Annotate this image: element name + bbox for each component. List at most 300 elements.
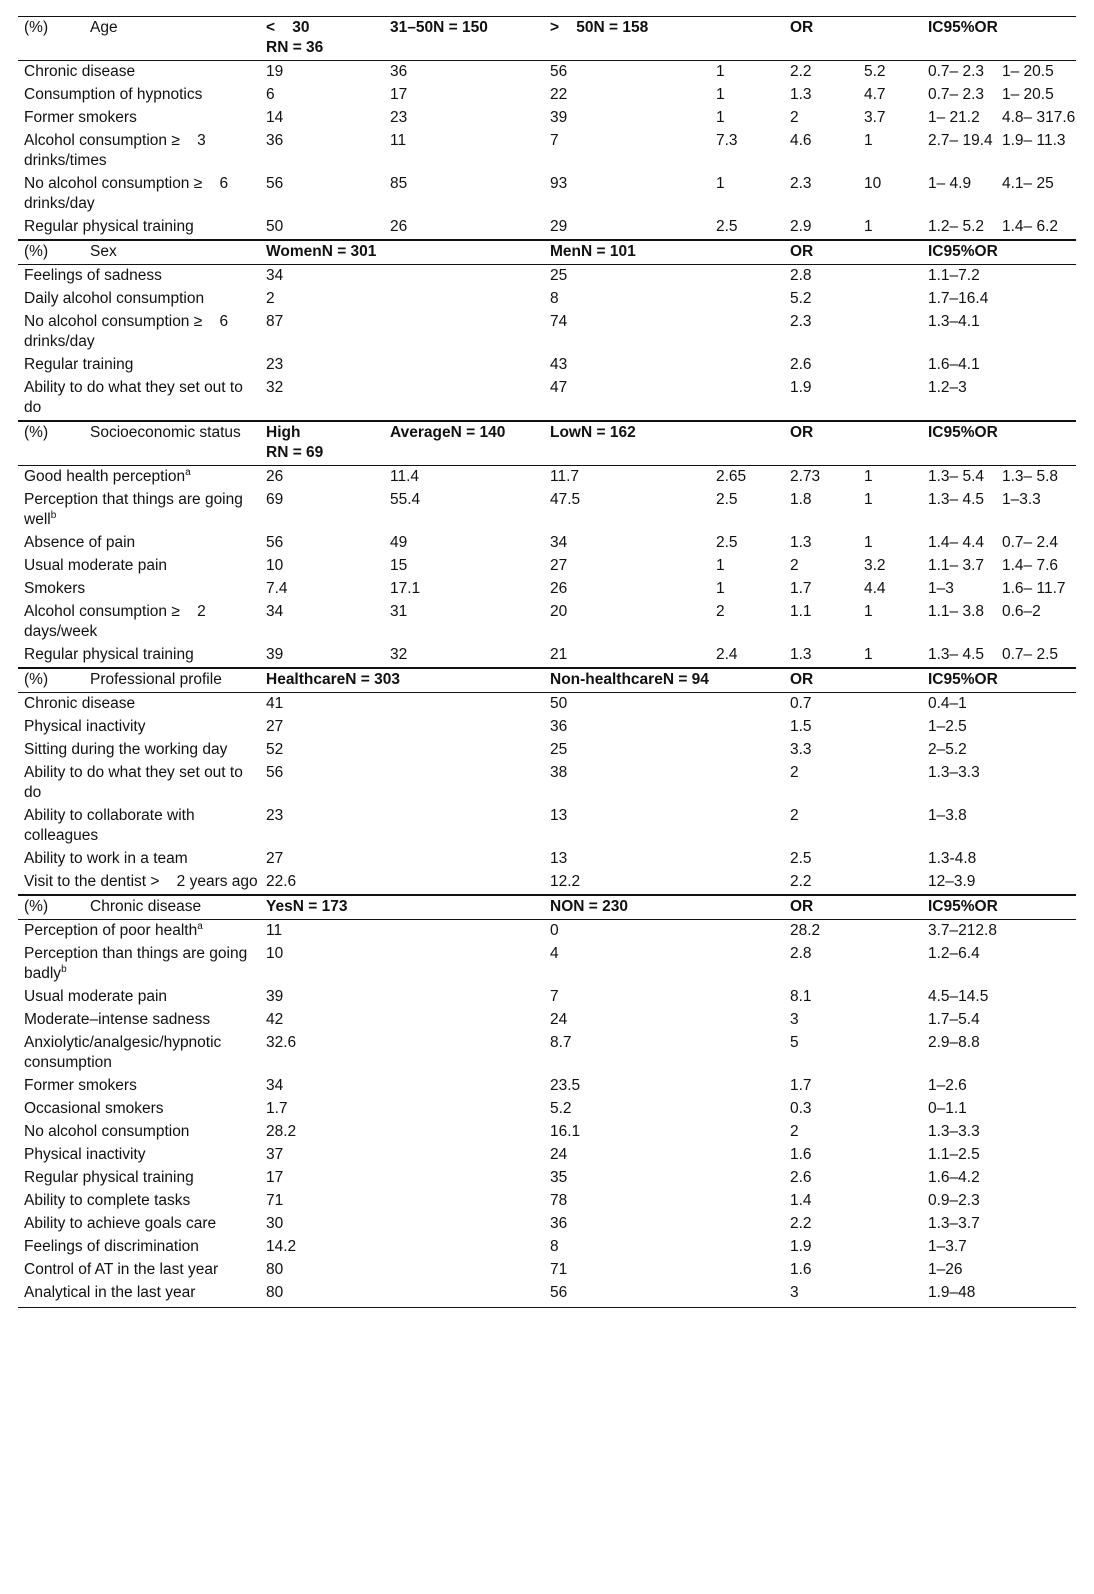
row-label xyxy=(18,1259,260,1282)
table-row xyxy=(18,265,1076,289)
section-header-age xyxy=(18,17,1076,61)
group-1-header-text: HealthcareN = 303 xyxy=(266,671,400,688)
group-2-header xyxy=(384,421,544,466)
ic-value-text: 1.2–3 xyxy=(928,379,967,396)
table-row xyxy=(18,601,1076,644)
ic-value-2-text: 4.1– 25 xyxy=(1002,175,1054,192)
ic-header xyxy=(922,421,1076,466)
ic-value-text: 0.4–1 xyxy=(928,695,967,712)
value-group-2-text: 25 xyxy=(550,741,568,758)
ic-value-text: 1.6–4.1 xyxy=(928,356,980,373)
footnote-marker: b xyxy=(50,509,57,521)
value-group-1 xyxy=(260,578,384,601)
ic-value-text: 1.3–3.3 xyxy=(928,764,980,781)
row-label-text: Alcohol consumption ≥ 3 drinks/times xyxy=(24,132,206,169)
or-value-2 xyxy=(784,107,858,130)
value-group-2-text: 35 xyxy=(550,1169,568,1186)
ic-value-text: 2.9–8.8 xyxy=(928,1034,980,1051)
or-value-2-text: 2.73 xyxy=(790,468,821,485)
value-group-1 xyxy=(260,1259,544,1282)
or-value-3-text: 1 xyxy=(864,603,873,620)
ic-value-text: 1.3–3.7 xyxy=(928,1215,980,1232)
or-value xyxy=(784,1098,922,1121)
row-label xyxy=(18,265,260,289)
row-label-text: No alcohol consumption ≥ 6 drinks/day xyxy=(24,313,229,350)
value-group-1-text: 80 xyxy=(266,1261,284,1278)
row-label xyxy=(18,693,260,717)
pct-label-text: (%) xyxy=(24,243,49,260)
ic-header xyxy=(922,240,1076,265)
or-value-text: 3.3 xyxy=(790,741,812,758)
ic-value-2-text: 1.9– 11.3 xyxy=(1002,132,1066,149)
or-value-3 xyxy=(858,216,922,240)
pct-label-text: (%) xyxy=(24,671,49,688)
value-group-2 xyxy=(544,1236,784,1259)
value-group-1-text: 27 xyxy=(266,850,284,867)
value-group-3 xyxy=(544,107,710,130)
or-value-2 xyxy=(784,601,858,644)
value-group-1-text: 34 xyxy=(266,267,284,284)
or-value-2-text: 4.6 xyxy=(790,132,812,149)
or-value-2-text: 1.7 xyxy=(790,580,812,597)
value-group-1 xyxy=(260,311,544,354)
ic-value xyxy=(922,739,1076,762)
value-group-2 xyxy=(544,739,784,762)
or-value-3-text: 1 xyxy=(864,218,873,235)
group-2-header xyxy=(544,240,784,265)
row-label xyxy=(18,1190,260,1213)
ic-value-text: 0.9–2.3 xyxy=(928,1192,980,1209)
ic-value-1-text: 1– 21.2 xyxy=(928,109,980,126)
ic-value-1 xyxy=(922,578,996,601)
ic-value-text: 12–3.9 xyxy=(928,873,976,890)
table-row xyxy=(18,61,1076,85)
pct-label xyxy=(18,895,84,920)
pct-label xyxy=(18,17,84,61)
table-row xyxy=(18,555,1076,578)
table-row xyxy=(18,1236,1076,1259)
value-group-2-text: 16.1 xyxy=(550,1123,581,1140)
row-label xyxy=(18,107,260,130)
value-group-1-text: 80 xyxy=(266,1284,284,1301)
footnote-marker: a xyxy=(197,920,203,932)
or-value xyxy=(784,288,922,311)
table-row xyxy=(18,644,1076,668)
ic-value-1-text: 1.3– 4.5 xyxy=(928,491,985,508)
table-row xyxy=(18,107,1076,130)
or-value-text: 2.2 xyxy=(790,1215,812,1232)
or-value xyxy=(784,265,922,289)
value-group-1 xyxy=(260,354,544,377)
or-value-2-text: 2 xyxy=(790,109,799,126)
or-value-1 xyxy=(710,61,784,85)
row-label-text: Physical inactivity xyxy=(24,1146,146,1163)
ic-value xyxy=(922,986,1076,1009)
table-row xyxy=(18,1009,1076,1032)
value-group-2 xyxy=(544,943,784,986)
group-1-header xyxy=(260,421,384,466)
value-group-1 xyxy=(260,555,384,578)
row-label-text: Anxiolytic/analgesic/hypnotic consumption xyxy=(24,1034,222,1071)
ic-value-2 xyxy=(996,578,1076,601)
row-label-text: Smokers xyxy=(24,580,86,597)
pct-label xyxy=(18,240,84,265)
ic-header-text: IC95%OR xyxy=(928,243,998,260)
or-value-1 xyxy=(710,216,784,240)
group-2-header-text: Non-healthcareN = 94 xyxy=(550,671,709,688)
value-group-3 xyxy=(544,130,710,173)
ic-value-1 xyxy=(922,130,996,173)
group-1-header-n: RN = 36 xyxy=(266,39,324,56)
table-row xyxy=(18,532,1076,555)
row-label xyxy=(18,288,260,311)
or-value-2-text: 1.3 xyxy=(790,534,812,551)
value-group-3-text: 29 xyxy=(550,218,568,235)
value-group-3 xyxy=(544,489,710,532)
value-group-1-text: 71 xyxy=(266,1192,284,1209)
row-label-text: Analytical in the last year xyxy=(24,1284,196,1301)
table-row xyxy=(18,739,1076,762)
value-group-1-text: 23 xyxy=(266,807,284,824)
or-value-2-text: 2.3 xyxy=(790,175,812,192)
or-header-text: OR xyxy=(790,243,814,260)
value-group-2 xyxy=(384,216,544,240)
ic-value-2-text: 0.6–2 xyxy=(1002,603,1041,620)
table-row xyxy=(18,716,1076,739)
section-header-profile xyxy=(18,668,1076,693)
or-value xyxy=(784,1213,922,1236)
or-value-1-text: 2.5 xyxy=(716,491,738,508)
row-label-text: Alcohol consumption ≥ 2 days/week xyxy=(24,603,206,640)
or-value-1 xyxy=(710,489,784,532)
table-row xyxy=(18,84,1076,107)
ic-value-1-text: 1.2– 5.2 xyxy=(928,218,985,235)
value-group-2-text: 56 xyxy=(550,1284,568,1301)
or-value xyxy=(784,1282,922,1308)
row-label-text: Moderate–intense sadness xyxy=(24,1011,211,1028)
or-value-1-text: 1 xyxy=(716,580,725,597)
value-group-2-text: 74 xyxy=(550,313,568,330)
ic-value-2-text: 1.4– 7.6 xyxy=(1002,557,1059,574)
value-group-3 xyxy=(544,578,710,601)
value-group-2 xyxy=(544,1213,784,1236)
or-header xyxy=(784,895,922,920)
row-label xyxy=(18,1075,260,1098)
ic-value xyxy=(922,920,1076,944)
row-label-text: Regular physical training xyxy=(24,218,194,235)
ic-value-text: 1.3–3.3 xyxy=(928,1123,980,1140)
value-group-2-text: 7 xyxy=(550,988,559,1005)
value-group-1-text: 30 xyxy=(266,1215,284,1232)
table-row xyxy=(18,311,1076,354)
value-group-1 xyxy=(260,1121,544,1144)
ic-value-2 xyxy=(996,216,1076,240)
or-value-3-text: 1 xyxy=(864,132,873,149)
value-group-3 xyxy=(544,532,710,555)
ic-value xyxy=(922,265,1076,289)
ic-value-1 xyxy=(922,84,996,107)
row-label xyxy=(18,943,260,986)
row-label-text: Control of AT in the last year xyxy=(24,1261,219,1278)
or-value-1 xyxy=(710,555,784,578)
row-label-text: No alcohol consumption ≥ 6 drinks/day xyxy=(24,175,229,212)
ic-value-text: 2–5.2 xyxy=(928,741,967,758)
group-3-header-text: > 50N = 158 xyxy=(550,19,649,36)
row-label xyxy=(18,354,260,377)
value-group-1-text: 32.6 xyxy=(266,1034,297,1051)
value-group-1 xyxy=(260,716,544,739)
table-row xyxy=(18,1075,1076,1098)
or-value-text: 1.7 xyxy=(790,1077,812,1094)
ic-value xyxy=(922,1190,1076,1213)
or-value-1-text: 7.3 xyxy=(716,132,738,149)
value-group-2-text: 8.7 xyxy=(550,1034,572,1051)
row-label xyxy=(18,61,260,85)
value-group-1-text: 50 xyxy=(266,218,284,235)
or-value-1 xyxy=(710,84,784,107)
value-group-2 xyxy=(544,1009,784,1032)
or-value-3-text: 1 xyxy=(864,491,873,508)
or-value-1 xyxy=(710,107,784,130)
or-value xyxy=(784,1075,922,1098)
ic-value-text: 1.2–6.4 xyxy=(928,945,980,962)
row-label-text: Ability to do what they set out to do xyxy=(24,764,243,801)
ic-value-2 xyxy=(996,130,1076,173)
ic-value xyxy=(922,805,1076,848)
value-group-2 xyxy=(544,1144,784,1167)
value-group-1 xyxy=(260,762,544,805)
or-value-text: 3 xyxy=(790,1011,799,1028)
value-group-3-text: 11.7 xyxy=(550,468,580,485)
or-value-2-text: 2.2 xyxy=(790,63,812,80)
value-group-2-text: 38 xyxy=(550,764,568,781)
value-group-2-text: 32 xyxy=(390,646,408,663)
or-value xyxy=(784,805,922,848)
value-group-1-text: 14 xyxy=(266,109,284,126)
or-value-1-text: 1 xyxy=(716,86,725,103)
ic-value-2 xyxy=(996,84,1076,107)
value-group-3-text: 27 xyxy=(550,557,568,574)
group-1-header-n: RN = 69 xyxy=(266,444,324,461)
row-label-text: Ability to collaborate with colleagues xyxy=(24,807,195,844)
group-3-header xyxy=(544,421,784,466)
variable-label xyxy=(84,240,260,265)
group-1-header xyxy=(260,895,544,920)
or-value-text: 0.7 xyxy=(790,695,812,712)
pct-label-text: (%) xyxy=(24,898,49,915)
table-row xyxy=(18,130,1076,173)
section-header-ses xyxy=(18,421,1076,466)
table-row xyxy=(18,920,1076,944)
row-label xyxy=(18,986,260,1009)
or-value-3-text: 3.7 xyxy=(864,109,886,126)
or-header xyxy=(784,240,922,265)
value-group-2 xyxy=(384,644,544,668)
section-header-sex xyxy=(18,240,1076,265)
table-row xyxy=(18,943,1076,986)
ic-value-2-text: 1–3.3 xyxy=(1002,491,1041,508)
row-label-text: Good health perception xyxy=(24,468,186,485)
ic-value xyxy=(922,1032,1076,1075)
value-group-2 xyxy=(544,354,784,377)
or-value xyxy=(784,693,922,717)
value-group-1-text: 37 xyxy=(266,1146,284,1163)
row-label-text: Occasional smokers xyxy=(24,1100,164,1117)
or-value-1 xyxy=(710,578,784,601)
or-value-3 xyxy=(858,130,922,173)
value-group-1 xyxy=(260,173,384,216)
or-value-1-text: 1 xyxy=(716,109,725,126)
value-group-3-text: 22 xyxy=(550,86,568,103)
group-2-header-text: AverageN = 140 xyxy=(390,424,506,441)
or-value-3-text: 1 xyxy=(864,534,873,551)
table-body xyxy=(18,17,1076,1308)
value-group-2 xyxy=(544,762,784,805)
row-label-text: Daily alcohol consumption xyxy=(24,290,205,307)
table-row xyxy=(18,466,1076,490)
or-value xyxy=(784,739,922,762)
value-group-1 xyxy=(260,920,544,944)
table-row xyxy=(18,1144,1076,1167)
table-row xyxy=(18,354,1076,377)
ic-value-2 xyxy=(996,555,1076,578)
table-row xyxy=(18,1213,1076,1236)
or-value-text: 28.2 xyxy=(790,922,821,939)
table-row xyxy=(18,1121,1076,1144)
value-group-1 xyxy=(260,84,384,107)
variable-label xyxy=(84,895,260,920)
value-group-2 xyxy=(544,1259,784,1282)
group-1-header-text: High xyxy=(266,424,301,441)
ic-value xyxy=(922,1075,1076,1098)
or-value-2 xyxy=(784,84,858,107)
group-1-header xyxy=(260,240,544,265)
or-header xyxy=(784,668,922,693)
value-group-1-text: 34 xyxy=(266,603,284,620)
row-label-text: Regular physical training xyxy=(24,646,194,663)
or-value-text: 0.3 xyxy=(790,1100,812,1117)
or-value-3 xyxy=(858,466,922,490)
value-group-1 xyxy=(260,216,384,240)
or-value-text: 2.3 xyxy=(790,313,812,330)
value-group-1-text: 2 xyxy=(266,290,275,307)
row-label-text: Chronic disease xyxy=(24,695,136,712)
or-value-text: 5.2 xyxy=(790,290,812,307)
group-2-header xyxy=(544,668,784,693)
value-group-1 xyxy=(260,1236,544,1259)
value-group-2 xyxy=(384,489,544,532)
ic-value-1-text: 1– 4.9 xyxy=(928,175,972,192)
row-label-text: Perception that things are going well xyxy=(24,491,243,528)
row-label xyxy=(18,644,260,668)
ic-value-text: 1–26 xyxy=(928,1261,963,1278)
ic-header xyxy=(922,668,1076,693)
value-group-2-text: 49 xyxy=(390,534,408,551)
row-label-text: Feelings of sadness xyxy=(24,267,162,284)
or-value-2 xyxy=(784,466,858,490)
value-group-1-text: 69 xyxy=(266,491,284,508)
value-group-2-text: 17 xyxy=(390,86,408,103)
or-value-text: 2.8 xyxy=(790,267,812,284)
row-label-text: Perception than things are going badly xyxy=(24,945,248,982)
or-value xyxy=(784,986,922,1009)
value-group-1-text: 22.6 xyxy=(266,873,297,890)
ic-value-2-text: 1– 20.5 xyxy=(1002,63,1054,80)
value-group-2 xyxy=(544,1167,784,1190)
group-2-header-text: MenN = 101 xyxy=(550,243,636,260)
or-header xyxy=(784,421,922,466)
ic-header-text: IC95%OR xyxy=(928,19,998,36)
value-group-2-text: 23.5 xyxy=(550,1077,581,1094)
or-value-3 xyxy=(858,555,922,578)
group-2-header xyxy=(384,17,544,61)
or-value-text: 2.6 xyxy=(790,356,812,373)
value-group-1 xyxy=(260,1282,544,1308)
or-value-3 xyxy=(858,489,922,532)
ic-value-1-text: 0.7– 2.3 xyxy=(928,86,985,103)
variable-label-text: Socioeconomic status xyxy=(90,424,241,441)
or-value-text: 8.1 xyxy=(790,988,812,1005)
value-group-1 xyxy=(260,288,544,311)
ic-value xyxy=(922,1236,1076,1259)
ic-value-1 xyxy=(922,532,996,555)
variable-label-text: Professional profile xyxy=(90,671,222,688)
or-value xyxy=(784,943,922,986)
or-value-2 xyxy=(784,216,858,240)
row-label-text: Former smokers xyxy=(24,109,137,126)
row-label xyxy=(18,130,260,173)
variable-label-text: Chronic disease xyxy=(90,898,202,915)
or-value xyxy=(784,1190,922,1213)
ic-value-1-text: 1.1– 3.7 xyxy=(928,557,985,574)
row-label xyxy=(18,555,260,578)
value-group-1-text: 87 xyxy=(266,313,284,330)
or-value-1 xyxy=(710,644,784,668)
ic-value-text: 1.9–48 xyxy=(928,1284,976,1301)
ic-value-text: 3.7–212.8 xyxy=(928,922,997,939)
or-value xyxy=(784,920,922,944)
ic-value-1 xyxy=(922,173,996,216)
group-1-header-text: < 30 xyxy=(266,19,310,36)
or-value-3 xyxy=(858,532,922,555)
ic-value-2 xyxy=(996,107,1076,130)
value-group-2-text: 36 xyxy=(550,718,568,735)
ic-value-2-text: 0.7– 2.4 xyxy=(1002,534,1059,551)
or-value-text: 1.6 xyxy=(790,1146,812,1163)
ic-header xyxy=(922,895,1076,920)
ic-value-text: 1.7–5.4 xyxy=(928,1011,980,1028)
value-group-3 xyxy=(544,555,710,578)
or-value-1 xyxy=(710,173,784,216)
group-2-header-text: 31–50N = 150 xyxy=(390,19,488,36)
table-row xyxy=(18,871,1076,895)
group-1-header xyxy=(260,17,384,61)
or-value-3-text: 4.7 xyxy=(864,86,886,103)
or-value-2-text: 2.9 xyxy=(790,218,812,235)
value-group-1-text: 6 xyxy=(266,86,275,103)
or-value-text: 5 xyxy=(790,1034,799,1051)
or-value-text: 2 xyxy=(790,764,799,781)
value-group-1-text: 34 xyxy=(266,1077,284,1094)
value-group-1 xyxy=(260,489,384,532)
or-value-text: 2.6 xyxy=(790,1169,812,1186)
value-group-3-text: 93 xyxy=(550,175,568,192)
or-value xyxy=(784,377,922,421)
row-label-text: No alcohol consumption xyxy=(24,1123,190,1140)
value-group-2 xyxy=(544,377,784,421)
value-group-2 xyxy=(544,1282,784,1308)
ic-value-1 xyxy=(922,644,996,668)
